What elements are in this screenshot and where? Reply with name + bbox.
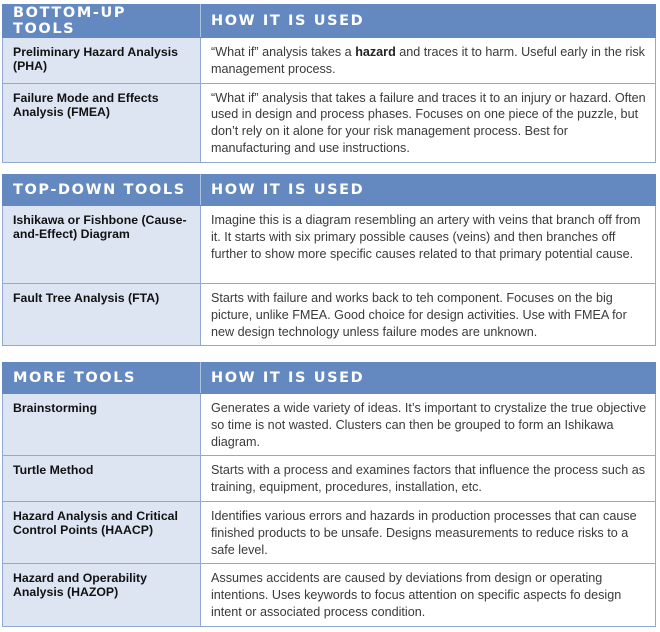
table-row — [3, 394, 656, 456]
desc-text: and traces it to harm. Useful early in the risk management process. — [211, 45, 645, 76]
tool-description: Imagine this is a diagram resembling an artery with veins that branch off from it. It starts with six primary possible causes (veins) and then branches off further to show more specific causes related to that primary potential cause. — [201, 206, 656, 284]
table-row — [3, 38, 656, 84]
column-header-usage: HOW IT IS USED — [201, 5, 656, 38]
column-header-usage: HOW IT IS USED — [201, 363, 656, 394]
column-header-usage: HOW IT IS USED — [201, 175, 656, 206]
column-header-tools: BOTTOM-UP TOOLS — [3, 5, 201, 38]
table-row — [3, 83, 656, 162]
column-header-tools: MORE TOOLS — [3, 363, 201, 394]
tool-description: Starts with failure and works back to teh component. Focuses on the big picture, unlike FMEA. Good choice for design activities. Use with FMEA for new design technology unless failure modes are unknown. — [201, 284, 656, 346]
tool-name: Fault Tree Analysis (FTA) — [3, 284, 201, 346]
tool-description: “What if” analysis that takes a failure and traces it to an injury or hazard. Often used in design and process phases. Focuses on one piece of the puzzle, but don’t rely on it alone for your risk management process. Best for manufacturing and use instructions. — [201, 83, 656, 162]
tool-description: Starts with a process and examines factors that influence the process such as training, equipment, procedures, installation, etc. — [201, 456, 656, 502]
tool-name: Turtle Method — [3, 456, 201, 502]
tool-description: Assumes accidents are caused by deviations from design or operating intentions. Uses keywords to focus attention on specific aspects fo design intent or associated process condition. — [201, 564, 656, 626]
top-down-tools-table — [2, 174, 656, 346]
table-row — [3, 456, 656, 502]
table-header-row — [3, 175, 656, 206]
tool-name: Hazard Analysis and Critical Control Points (HAACP) — [3, 501, 201, 563]
table-header-row — [3, 363, 656, 394]
column-header-tools: TOP-DOWN TOOLS — [3, 175, 201, 206]
tool-name: Failure Mode and Effects Analysis (FMEA) — [3, 83, 201, 162]
desc-bold-keyword: hazard — [355, 45, 396, 59]
table-header-row — [3, 5, 656, 38]
desc-text: “What if” analysis takes a — [211, 45, 356, 59]
tool-description — [201, 38, 656, 84]
more-tools-table — [2, 362, 656, 627]
tool-description: Identifies various errors and hazards in production processes that can cause finished products to be unsafe. Designs measurements to reduce risks to a safe level. — [201, 501, 656, 563]
bottom-up-tools-table — [2, 4, 656, 163]
table-row — [3, 284, 656, 346]
tool-name: Brainstorming — [3, 394, 201, 456]
table-row — [3, 501, 656, 563]
table-row — [3, 206, 656, 284]
table-row — [3, 564, 656, 626]
tool-name: Hazard and Operability Analysis (HAZOP) — [3, 564, 201, 626]
tool-description: Generates a wide variety of ideas. It’s important to crystalize the true objective so time is not wasted. Clusters can then be grouped to form an Ishikawa diagram. — [201, 394, 656, 456]
tool-name: Preliminary Hazard Analysis (PHA) — [3, 38, 201, 84]
tool-name: Ishikawa or Fishbone (Cause-and-Effect) Diagram — [3, 206, 201, 284]
